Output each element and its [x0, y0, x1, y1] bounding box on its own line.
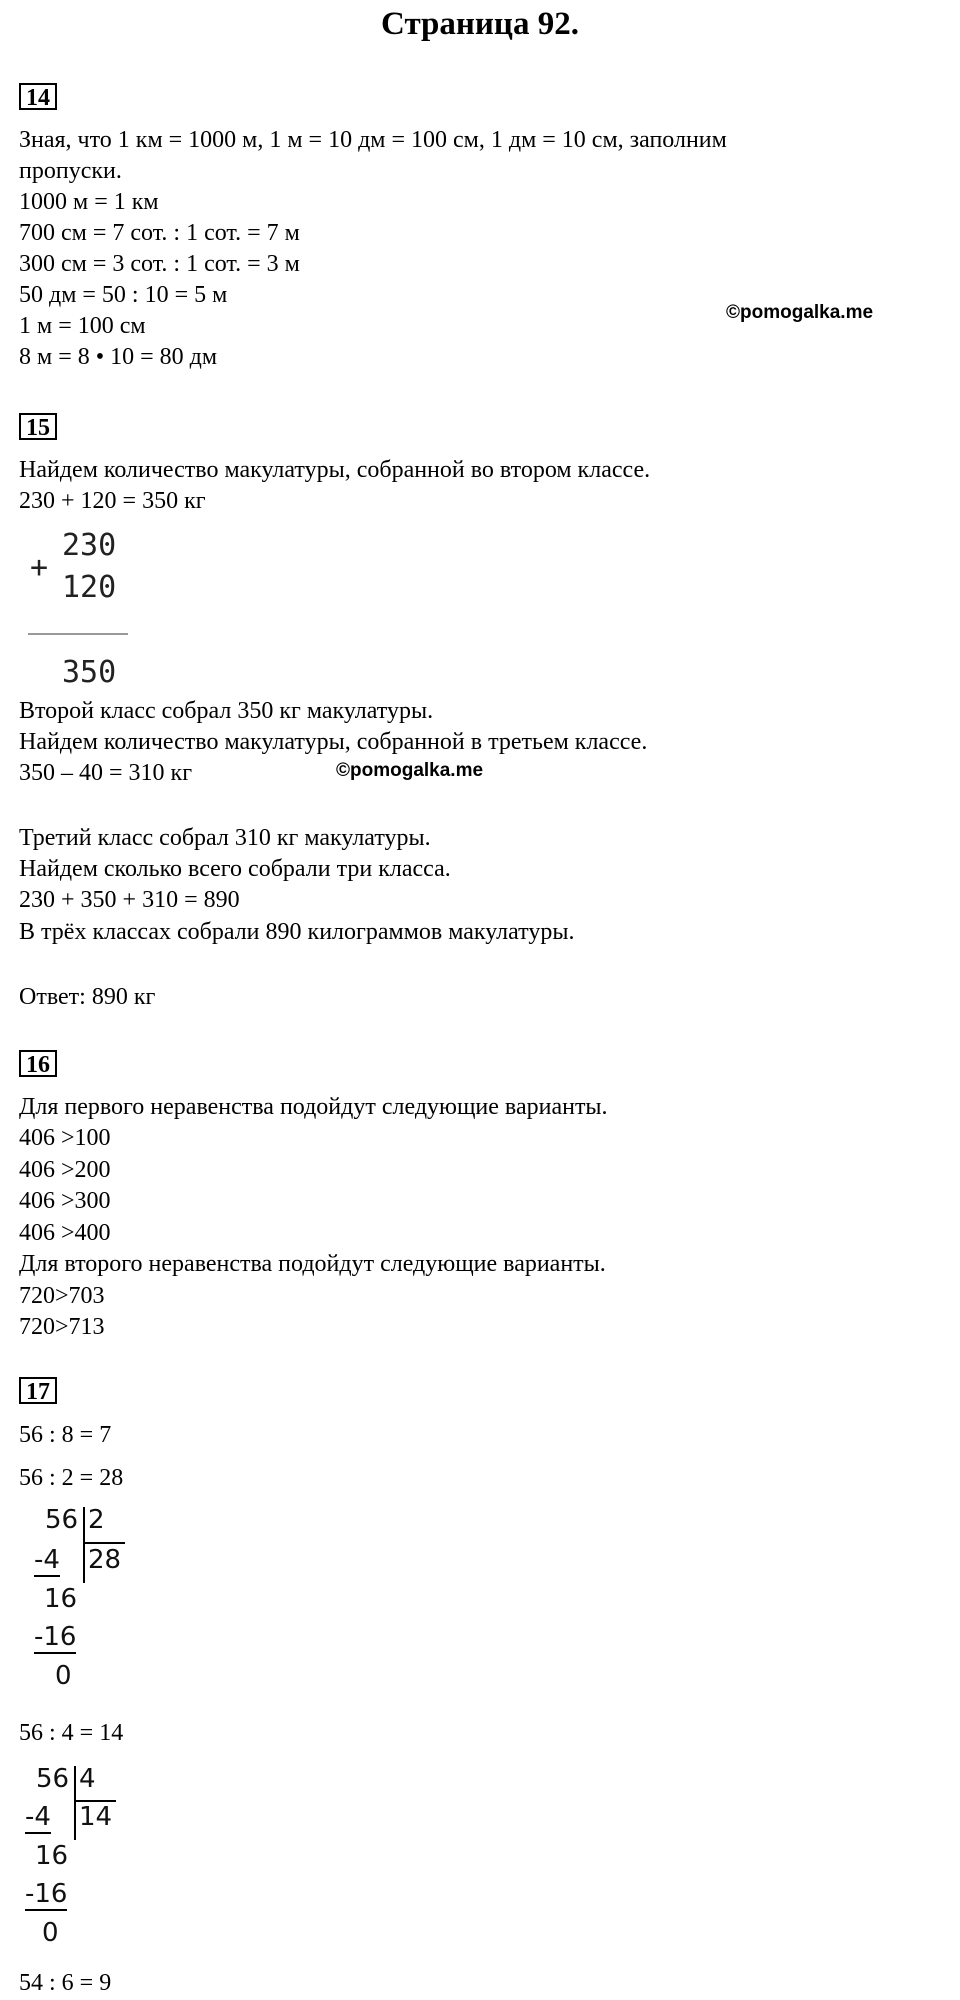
task-15-line: В трёх классах собрали 890 килограммов макулатуры. [19, 919, 575, 945]
task-14-line: 700 см = 7 сот. : 1 сот. = 7 м [19, 220, 300, 246]
sum-result: 350 [62, 655, 117, 690]
task-16-line: 720>713 [19, 1314, 105, 1340]
subtrahend-1: -4 [34, 1545, 60, 1575]
subtrahend-1: -4 [25, 1802, 51, 1832]
task-14-number: 14 [19, 83, 57, 110]
task-14-line: пропуски. [19, 158, 122, 184]
watermark: ©pomogalka.me [336, 760, 484, 781]
task-16-line: 406 >300 [19, 1188, 111, 1214]
quotient: 14 [79, 1802, 113, 1832]
task-16-line: 720>703 [19, 1283, 105, 1309]
task-15-line: Третий класс собрал 310 кг макулатуры. [19, 825, 431, 851]
task-14-line: 1000 м = 1 км [19, 189, 159, 215]
task-17-line: 56 : 2 = 28 [19, 1465, 124, 1491]
task-15-line: 350 – 40 = 310 кг [19, 760, 193, 786]
task-16-line: Для второго неравенства подойдут следующие варианты. [19, 1251, 606, 1277]
task-17-line: 56 : 4 = 14 [19, 1720, 124, 1746]
remainder-2: 0 [42, 1918, 59, 1948]
task-15-line: 230 + 120 = 350 кг [19, 488, 206, 514]
task-14-line: 50 дм = 50 : 10 = 5 м [19, 282, 228, 308]
quotient: 28 [88, 1545, 122, 1575]
remainder-1: 16 [35, 1841, 69, 1871]
long-division-1 [30, 1505, 140, 1700]
task-14-line: 1 м = 100 см [19, 313, 146, 339]
task-14-line: 8 м = 8 • 10 = 80 дм [19, 344, 218, 370]
long-division-2 [22, 1764, 132, 1959]
division-vertical-line [83, 1507, 85, 1583]
task-15-line: 230 + 350 + 310 = 890 [19, 887, 240, 913]
division-horizontal-line [83, 1542, 125, 1544]
divisor: 2 [88, 1505, 105, 1535]
task-15-line: Второй класс собрал 350 кг макулатуры. [19, 698, 434, 724]
task-17-line: 56 : 8 = 7 [19, 1422, 112, 1448]
dividend: 56 [36, 1764, 70, 1794]
task-15-line: Найдем количество макулатуры, собранной в третьем классе. [19, 729, 648, 755]
task-15-line: Найдем сколько всего собрали три класса. [19, 856, 451, 882]
subtrahend-2: -16 [34, 1622, 77, 1652]
plus-sign: + [30, 550, 49, 585]
addend-top: 230 [62, 528, 117, 563]
dividend: 56 [45, 1505, 79, 1535]
task-14-line: Зная, что 1 км = 1000 м, 1 м = 10 дм = 100 см, 1 дм = 10 см, заполним [19, 127, 727, 153]
task-16-line: Для первого неравенства подойдут следующие варианты. [19, 1094, 608, 1120]
task-16-line: 406 >400 [19, 1220, 111, 1246]
divisor: 4 [79, 1764, 96, 1794]
task-14-line: 300 см = 3 сот. : 1 сот. = 3 м [19, 251, 300, 277]
page-title: Страница 92. [381, 6, 579, 42]
sum-line [28, 633, 128, 635]
division-vertical-line [74, 1766, 76, 1840]
addend-bottom: 120 [62, 570, 117, 605]
task-15-number: 15 [19, 413, 57, 440]
watermark: ©pomogalka.me [726, 302, 874, 323]
task-17-line: 54 : 6 = 9 [19, 1970, 112, 1996]
subtrahend-2: -16 [25, 1879, 68, 1909]
remainder-1: 16 [44, 1584, 78, 1614]
task-16-number: 16 [19, 1050, 57, 1077]
task-16-line: 406 >100 [19, 1125, 111, 1151]
task-15-line: Найдем количество макулатуры, собранной во втором классе. [19, 457, 651, 483]
task-15-answer: Ответ: 890 кг [19, 984, 156, 1010]
remainder-2: 0 [55, 1661, 72, 1691]
task-16-line: 406 >200 [19, 1157, 111, 1183]
task-17-number: 17 [19, 1377, 57, 1404]
